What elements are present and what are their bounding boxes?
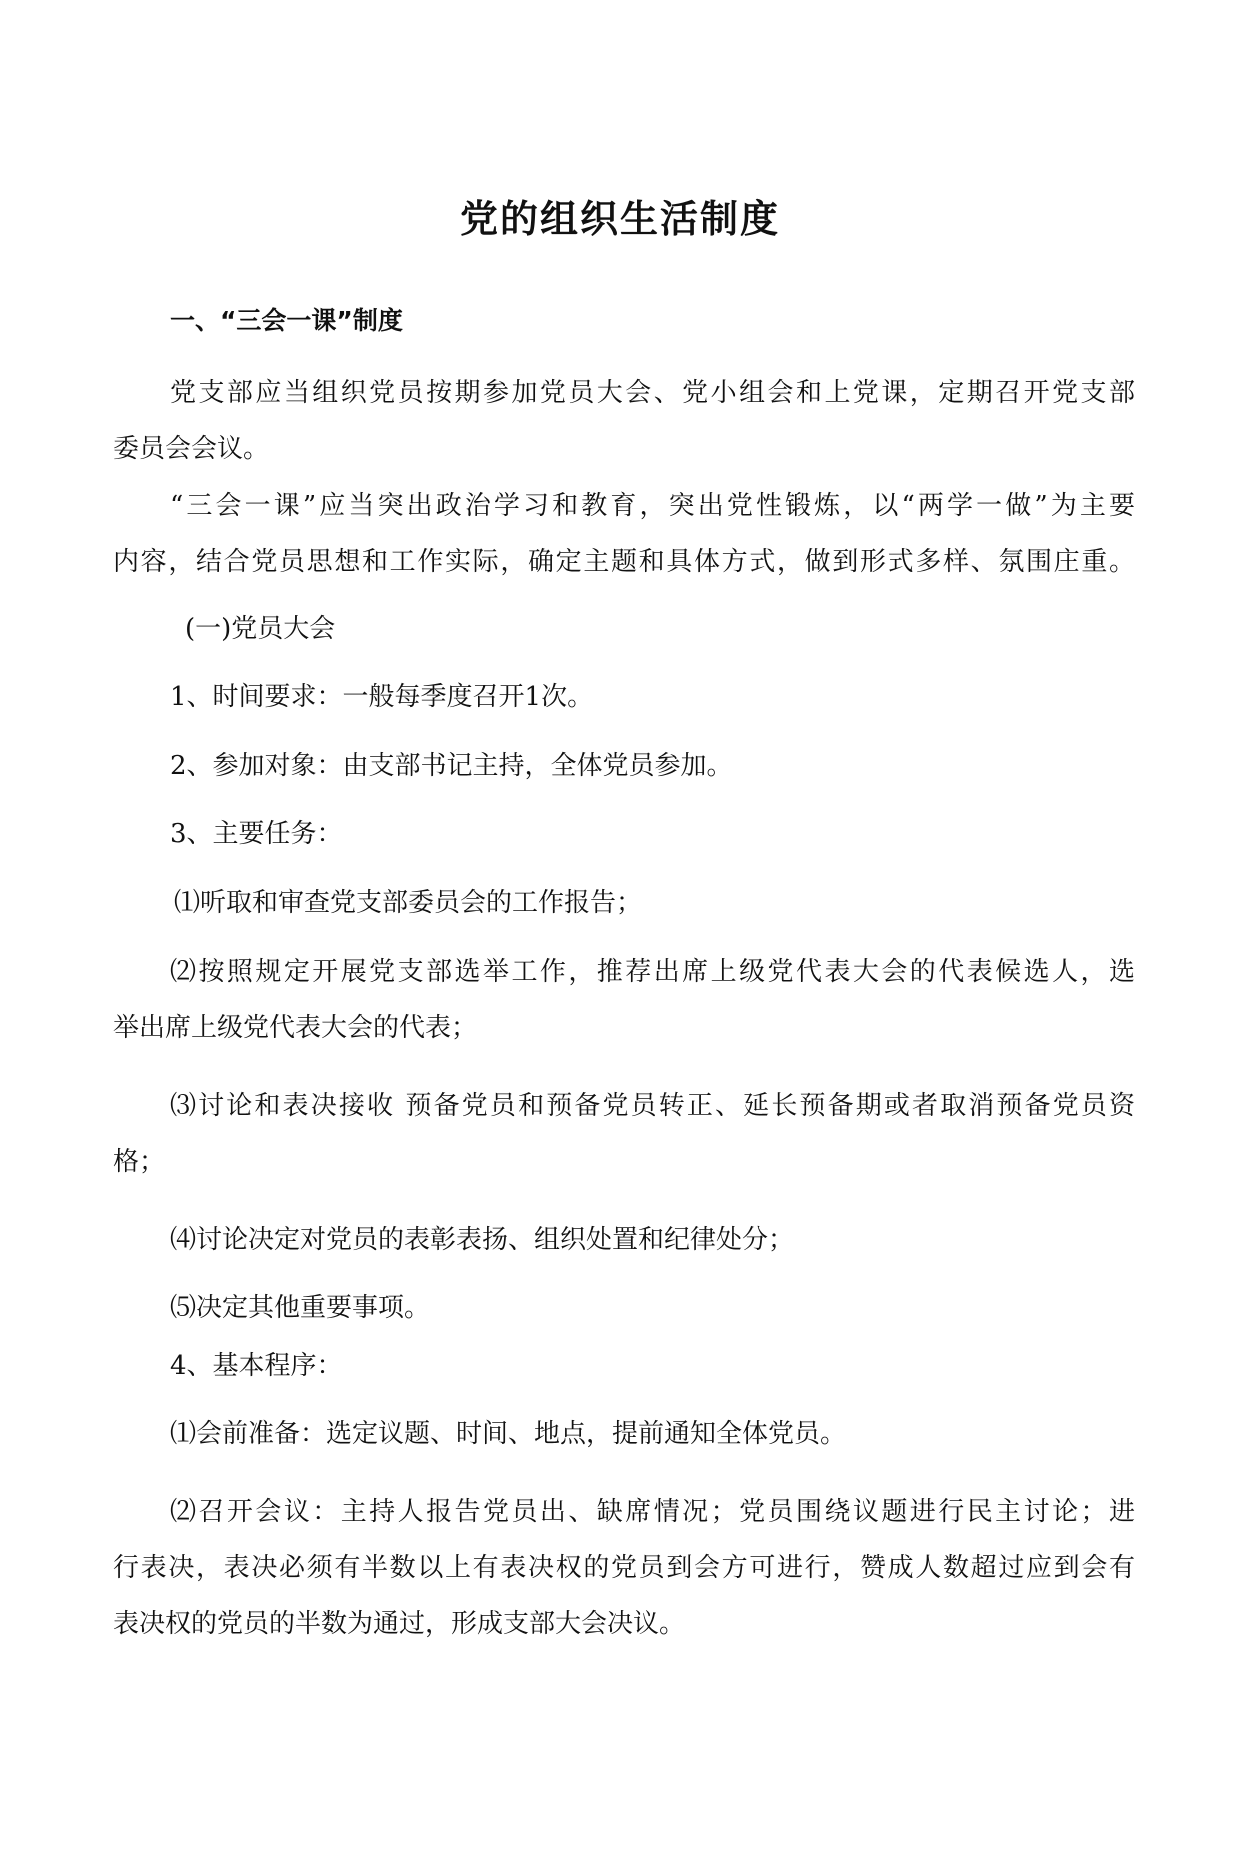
list-item: ⑸决定其他重要事项。 [170,1293,431,1323]
paragraph-line: 表决权的党员的半数为通过，形成支部大会决议。 [113,1609,686,1639]
paragraph-line: 行表决，表决必须有半数以上有表决权的党员到会方可进行，赞成人数超过应到会有 [113,1553,1135,1583]
paragraph-line: 内容，结合党员思想和工作实际，确定主题和具体方式，做到形式多样、氛围庄重。 [113,547,1135,577]
paragraph-line: ⑵召开会议：主持人报告党员出、缺席情况；党员围绕议题进行民主讨论；进 [170,1497,1135,1527]
section-heading: 一、“三会一课”制度 [170,306,403,335]
paragraph-line: 举出席上级党代表大会的代表； [113,1013,478,1043]
paragraph-line: ⑶讨论和表决接收 预备党员和预备党员转正、延长预备期或者取消预备党员资 [170,1091,1135,1121]
list-item: ⑴会前准备：选定议题、时间、地点，提前通知全体党员。 [170,1419,847,1449]
paragraph-line: 委员会会议。 [113,434,270,464]
list-item: ⑷讨论决定对党员的表彰表扬、组织处置和纪律处分； [170,1225,795,1255]
document-title: 党的组织生活制度 [459,197,780,241]
paragraph-line: “三会一课”应当突出政治学习和教育，突出党性锻炼，以“两学一做”为主要 [170,491,1135,521]
list-item: 3、主要任务： [170,819,343,849]
subsection-heading: (一)党员大会 [185,614,336,644]
paragraph-line: 党支部应当组织党员按期参加党员大会、党小组会和上党课，定期召开党支部 [170,378,1135,408]
paragraph-line: ⑵按照规定开展党支部选举工作，推荐出席上级党代表大会的代表候选人，选 [170,957,1135,987]
list-item: 2、参加对象：由支部书记主持，全体党员参加。 [170,751,733,781]
list-item: ⑴听取和审查党支部委员会的工作报告； [174,888,643,918]
list-item: 1、时间要求：一般每季度召开1次。 [170,682,594,712]
paragraph-line: 格； [113,1147,166,1177]
list-item: 4、基本程序： [170,1351,343,1381]
